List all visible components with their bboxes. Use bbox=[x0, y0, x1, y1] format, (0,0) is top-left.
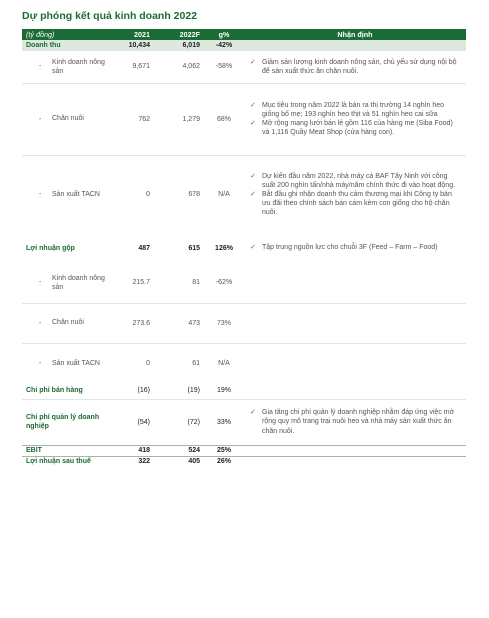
row-label: Doanh thu bbox=[22, 40, 112, 51]
value-2021: 762 bbox=[112, 83, 154, 155]
dash-marker: - bbox=[38, 359, 42, 367]
row-label-text: Sản xuất TACN bbox=[52, 359, 100, 367]
comment-bullet: ✓ Mục tiêu trong năm 2022 là bán ra thị trường 14 nghìn heo giống bố mẹ; 193 nghìn heo thịt và 51 nghìn heo cai sữa bbox=[250, 101, 445, 118]
comment-bullet: ✓ Gia tăng chi phí quản lý doanh nghiệp nhằm đáp ứng việc mở rộng quy mô trang trại nuôi heo và nhà máy sản xuất thức ăn chăn nuôi. bbox=[250, 409, 455, 435]
value-2021: (54) bbox=[137, 418, 150, 426]
comment-bullet: ✓ Tập trung nguồn lực cho chuỗi 3F (Feed – Farm – Food) bbox=[250, 244, 438, 252]
table-row-selling-expense bbox=[22, 383, 466, 399]
value-2022f: 1,279 bbox=[154, 83, 204, 155]
row-label: Chi phí quản lý doanh nghiệp bbox=[26, 413, 100, 430]
check-icon: ✓ bbox=[250, 244, 256, 252]
value-2022f: 81 bbox=[154, 263, 204, 303]
comment-bullet: ✓ Dự kiến đầu năm 2022, nhà máy cá BAF Tây Ninh với công suất 200 nghìn tấn/nhà máy/năm chính thức đi vào hoạt động. bbox=[250, 172, 456, 189]
value-growth: -42% bbox=[204, 40, 244, 51]
table-row-revenue-feed bbox=[22, 155, 466, 233]
table-row-revenue-agri bbox=[22, 51, 466, 83]
value-growth: 19% bbox=[204, 383, 244, 399]
check-icon: ✓ bbox=[250, 101, 256, 109]
col-header-growth: g% bbox=[204, 29, 244, 40]
table-row-revenue-livestock bbox=[22, 83, 466, 155]
value-growth: N/A bbox=[218, 359, 230, 367]
row-label: Chi phí bán hàng bbox=[22, 383, 112, 399]
value-2022f: 405 bbox=[188, 458, 200, 466]
value-2021: 273.6 bbox=[112, 303, 154, 343]
value-2022f: (19) bbox=[154, 383, 204, 399]
value-2022f: 4,062 bbox=[154, 51, 204, 83]
value-2021: 0 bbox=[146, 359, 150, 367]
value-2022f: 473 bbox=[154, 303, 204, 343]
comment-bullet: ✓ Bắt đầu ghi nhận doanh thu cám thương mại khi Công ty bán ưu đãi theo chính sách bán cám kèm con giống cho hộ chăn nuôi. bbox=[250, 190, 452, 216]
col-header-comment: Nhận định bbox=[244, 29, 466, 40]
table-header-row bbox=[22, 29, 466, 40]
value-2021: 10,434 bbox=[112, 40, 154, 51]
dash-marker: - bbox=[38, 115, 42, 123]
value-2021: (16) bbox=[112, 383, 154, 399]
row-label bbox=[22, 343, 112, 383]
table-row-gp-feed bbox=[22, 343, 466, 383]
row-label bbox=[22, 155, 112, 233]
page-title: Dự phóng kết quả kinh doanh 2022 bbox=[22, 10, 198, 22]
value-2021: 487 bbox=[138, 244, 150, 252]
check-icon: ✓ bbox=[250, 172, 256, 180]
table-row-gross-profit bbox=[22, 233, 466, 263]
table-row-revenue bbox=[22, 40, 466, 51]
row-label bbox=[22, 303, 112, 343]
value-growth: -58% bbox=[204, 51, 244, 83]
comment-bullet: ✓ Mở rộng mạng lưới bán lẻ gồm 116 của hàng me (Siba Food) và 1,116 Quầy Meat Shop (cửa hàng con). bbox=[250, 120, 453, 137]
col-header-2021: 2021 bbox=[112, 29, 154, 40]
table-row-ebit bbox=[22, 445, 466, 456]
value-2021: 215.7 bbox=[112, 263, 154, 303]
check-icon: ✓ bbox=[250, 409, 256, 417]
value-growth: N/A bbox=[218, 190, 230, 198]
row-label bbox=[22, 263, 112, 303]
value-2021: 418 bbox=[112, 445, 154, 456]
value-2022f: 678 bbox=[188, 190, 200, 198]
comment-cell bbox=[244, 399, 466, 445]
dash-marker: - bbox=[38, 319, 42, 327]
row-label-text: Kinh doanh nông sản bbox=[52, 274, 105, 291]
value-growth: 25% bbox=[204, 445, 244, 456]
value-growth: 73% bbox=[204, 303, 244, 343]
check-icon: ✓ bbox=[250, 190, 256, 198]
table-row-gp-agri bbox=[22, 263, 466, 303]
value-2021: 9,671 bbox=[112, 51, 154, 83]
check-icon: ✓ bbox=[250, 120, 256, 127]
row-label bbox=[22, 83, 112, 155]
value-growth: 33% bbox=[216, 418, 231, 426]
forecast-table bbox=[22, 29, 466, 467]
row-label: EBIT bbox=[22, 445, 112, 456]
dash-marker: - bbox=[38, 63, 42, 71]
comment-bullet: ✓ Giảm sản lượng kinh doanh nông sản, chủ yếu sử dụng nội bộ để sản xuất thức ăn chăn nuôi. bbox=[250, 58, 457, 75]
value-growth: -62% bbox=[204, 263, 244, 303]
value-2022f: 524 bbox=[154, 445, 204, 456]
value-2022f: (72) bbox=[187, 418, 200, 426]
table-row-net-profit bbox=[22, 456, 466, 467]
row-label: Lợi nhuận sau thuế bbox=[26, 458, 91, 466]
table-row-admin-expense bbox=[22, 399, 466, 445]
value-growth: 68% bbox=[204, 83, 244, 155]
value-2022f: 6,019 bbox=[154, 40, 204, 51]
value-2022f: 615 bbox=[188, 244, 200, 252]
row-label-text: Kinh doanh nông sản bbox=[52, 58, 105, 75]
value-2022f: 61 bbox=[192, 359, 200, 367]
check-icon: ✓ bbox=[250, 58, 256, 66]
value-2021: 0 bbox=[146, 190, 150, 198]
value-2021: 322 bbox=[138, 458, 150, 466]
row-label bbox=[22, 51, 112, 83]
dash-marker: - bbox=[38, 279, 42, 287]
comment-cell bbox=[244, 233, 466, 263]
row-label-text: Sản xuất TACN bbox=[52, 190, 100, 198]
col-header-2022f: 2022F bbox=[154, 29, 204, 40]
table-row-gp-livestock bbox=[22, 303, 466, 343]
row-label-text: Chăn nuôi bbox=[52, 115, 84, 123]
unit-label: (tỷ đồng) bbox=[22, 29, 112, 40]
comment-cell bbox=[244, 83, 466, 155]
row-label-text: Chăn nuôi bbox=[52, 319, 84, 327]
value-growth: 26% bbox=[216, 458, 231, 466]
row-label: Lợi nhuận gộp bbox=[26, 244, 75, 252]
dash-marker: - bbox=[38, 190, 42, 198]
comment-cell bbox=[244, 155, 466, 233]
comment-cell bbox=[244, 51, 466, 83]
value-growth: 126% bbox=[215, 244, 233, 252]
